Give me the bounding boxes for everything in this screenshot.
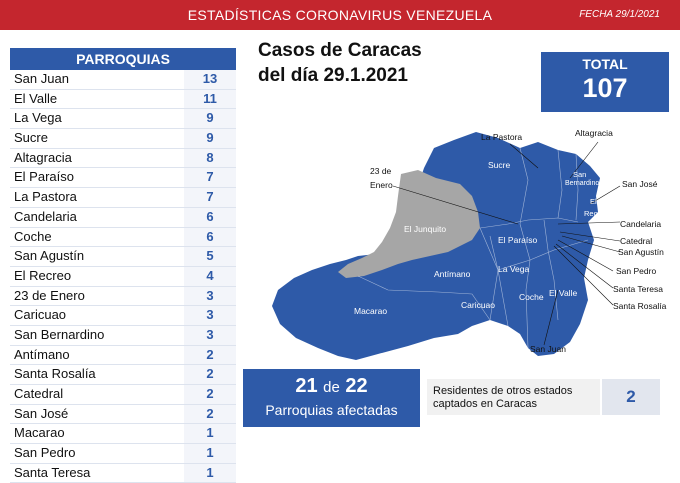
parish-cases: 13 [184, 70, 236, 89]
label-la-pastora: La Pastora [481, 132, 523, 142]
parish-name: Altagracia [14, 149, 72, 165]
parish-name: Catedral [14, 386, 64, 401]
parish-name: El Paraíso [14, 169, 74, 185]
table-body [10, 70, 236, 483]
label-altagracia: Altagracia [575, 128, 613, 138]
parish-cases: 3 [184, 326, 236, 345]
parish-cases: 7 [184, 168, 236, 187]
parish-cases: 2 [184, 365, 236, 384]
affected-count-line [243, 375, 420, 398]
label-san-juan: San Juan [530, 344, 566, 354]
total-box [541, 52, 669, 112]
table-row [10, 90, 236, 110]
label-caricuao: Caricuao [461, 300, 496, 310]
table-row [10, 267, 236, 287]
parish-name: San Agustín [14, 248, 85, 264]
parish-cases: 2 [184, 385, 236, 404]
table-row [10, 129, 236, 149]
parish-name: El Valle [14, 90, 58, 106]
table-row [10, 424, 236, 444]
table-row [10, 70, 236, 90]
affected-total: 22 [345, 375, 368, 397]
parish-name: Macarao [14, 425, 65, 441]
parish-name: Sucre [14, 130, 48, 146]
label-sucre: Sucre [488, 160, 511, 170]
table-row [10, 365, 236, 385]
page-heading [258, 38, 422, 88]
parish-cases: 3 [184, 306, 236, 325]
table-row [10, 228, 236, 248]
total-value: 107 [582, 73, 628, 103]
table-row [10, 444, 236, 464]
affected-de: de [323, 379, 340, 396]
header-title: ESTADÍSTICAS CORONAVIRUS VENEZUELA [187, 7, 493, 23]
label-san-agustin: San Agustín [618, 247, 664, 257]
table-row [10, 346, 236, 366]
parish-name: La Vega [14, 110, 62, 126]
table-row [10, 287, 236, 307]
affected-label: Parroquias afectadas [265, 402, 398, 418]
label-san-bernardino-1: San [573, 170, 587, 179]
parish-cases: 7 [184, 188, 236, 207]
parish-cases: 9 [184, 129, 236, 148]
label-el-recreo-2: Recreo [584, 209, 609, 218]
label-el-recreo-1: El [590, 197, 597, 206]
table-row [10, 464, 236, 483]
parish-cases: 5 [184, 247, 236, 266]
parish-cases: 2 [184, 405, 236, 424]
parish-cases: 9 [184, 109, 236, 128]
parish-name: San Bernardino [14, 326, 105, 342]
parish-name: Candelaria [14, 208, 77, 224]
table-row [10, 385, 236, 405]
label-el-paraiso: El Paraíso [498, 235, 538, 245]
parish-name: Caricuao [14, 307, 67, 323]
total-label: TOTAL [582, 56, 628, 72]
label-coche: Coche [519, 292, 544, 302]
residents-box [427, 379, 660, 415]
table-row [10, 405, 236, 425]
label-el-valle: El Valle [549, 288, 578, 298]
parish-cases: 6 [184, 228, 236, 247]
parish-cases: 1 [184, 424, 236, 443]
table-row [10, 208, 236, 228]
table-header: PARROQUIAS [10, 48, 236, 70]
label-23-enero-2: Enero [370, 180, 393, 190]
parish-cases: 8 [184, 149, 236, 168]
parish-cases: 1 [184, 444, 236, 463]
parish-cases: 3 [184, 287, 236, 306]
parish-name: Santa Teresa [14, 464, 91, 480]
parish-name: San Juan [14, 71, 69, 86]
table-row [10, 109, 236, 129]
parish-name: 23 de Enero [14, 287, 85, 303]
table-row [10, 306, 236, 326]
label-23-enero-1: 23 de [370, 166, 392, 176]
table-row [10, 326, 236, 346]
residents-label: Residentes de otros estados captados en Caracas [433, 385, 573, 410]
label-san-bernardino-2: Bernardino [565, 180, 600, 187]
label-antimano: Antímano [434, 269, 471, 279]
label-san-jose: San José [622, 179, 658, 189]
label-santa-rosalia: Santa Rosalía [613, 301, 667, 311]
table-row [10, 247, 236, 267]
parish-cases: 11 [184, 90, 236, 109]
affected-count: 21 [295, 375, 318, 397]
parishes-table [10, 48, 236, 483]
parish-cases: 6 [184, 208, 236, 227]
label-el-junquito: El Junquito [404, 224, 447, 234]
parish-cases: 4 [184, 267, 236, 286]
label-la-vega: La Vega [498, 264, 530, 274]
heading-line-1: Casos de Caracas [258, 40, 422, 61]
affected-parishes-box [243, 369, 420, 427]
table-row [10, 168, 236, 188]
parish-name: Coche [14, 228, 52, 244]
label-macarao: Macarao [354, 306, 388, 316]
parish-name: La Pastora [14, 189, 77, 205]
header-bar [0, 0, 680, 30]
label-catedral: Catedral [620, 236, 653, 246]
parish-name: San Pedro [14, 445, 76, 461]
label-san-pedro: San Pedro [616, 266, 657, 276]
table-row [10, 149, 236, 169]
caracas-map [258, 120, 678, 368]
label-santa-teresa: Santa Teresa [613, 284, 663, 294]
parish-name: Santa Rosalía [14, 366, 96, 382]
table-row [10, 188, 236, 208]
label-candelaria: Candelaria [620, 219, 662, 229]
parish-cases: 1 [184, 464, 236, 483]
parish-name: San José [14, 405, 69, 421]
parish-name: El Recreo [14, 267, 72, 283]
parish-cases: 2 [184, 346, 236, 365]
parish-name: Antímano [14, 346, 70, 362]
heading-line-2: del día 29.1.2021 [258, 65, 408, 86]
residents-value: 2 [600, 379, 660, 415]
header-date: FECHA 29/1/2021 [579, 9, 660, 20]
